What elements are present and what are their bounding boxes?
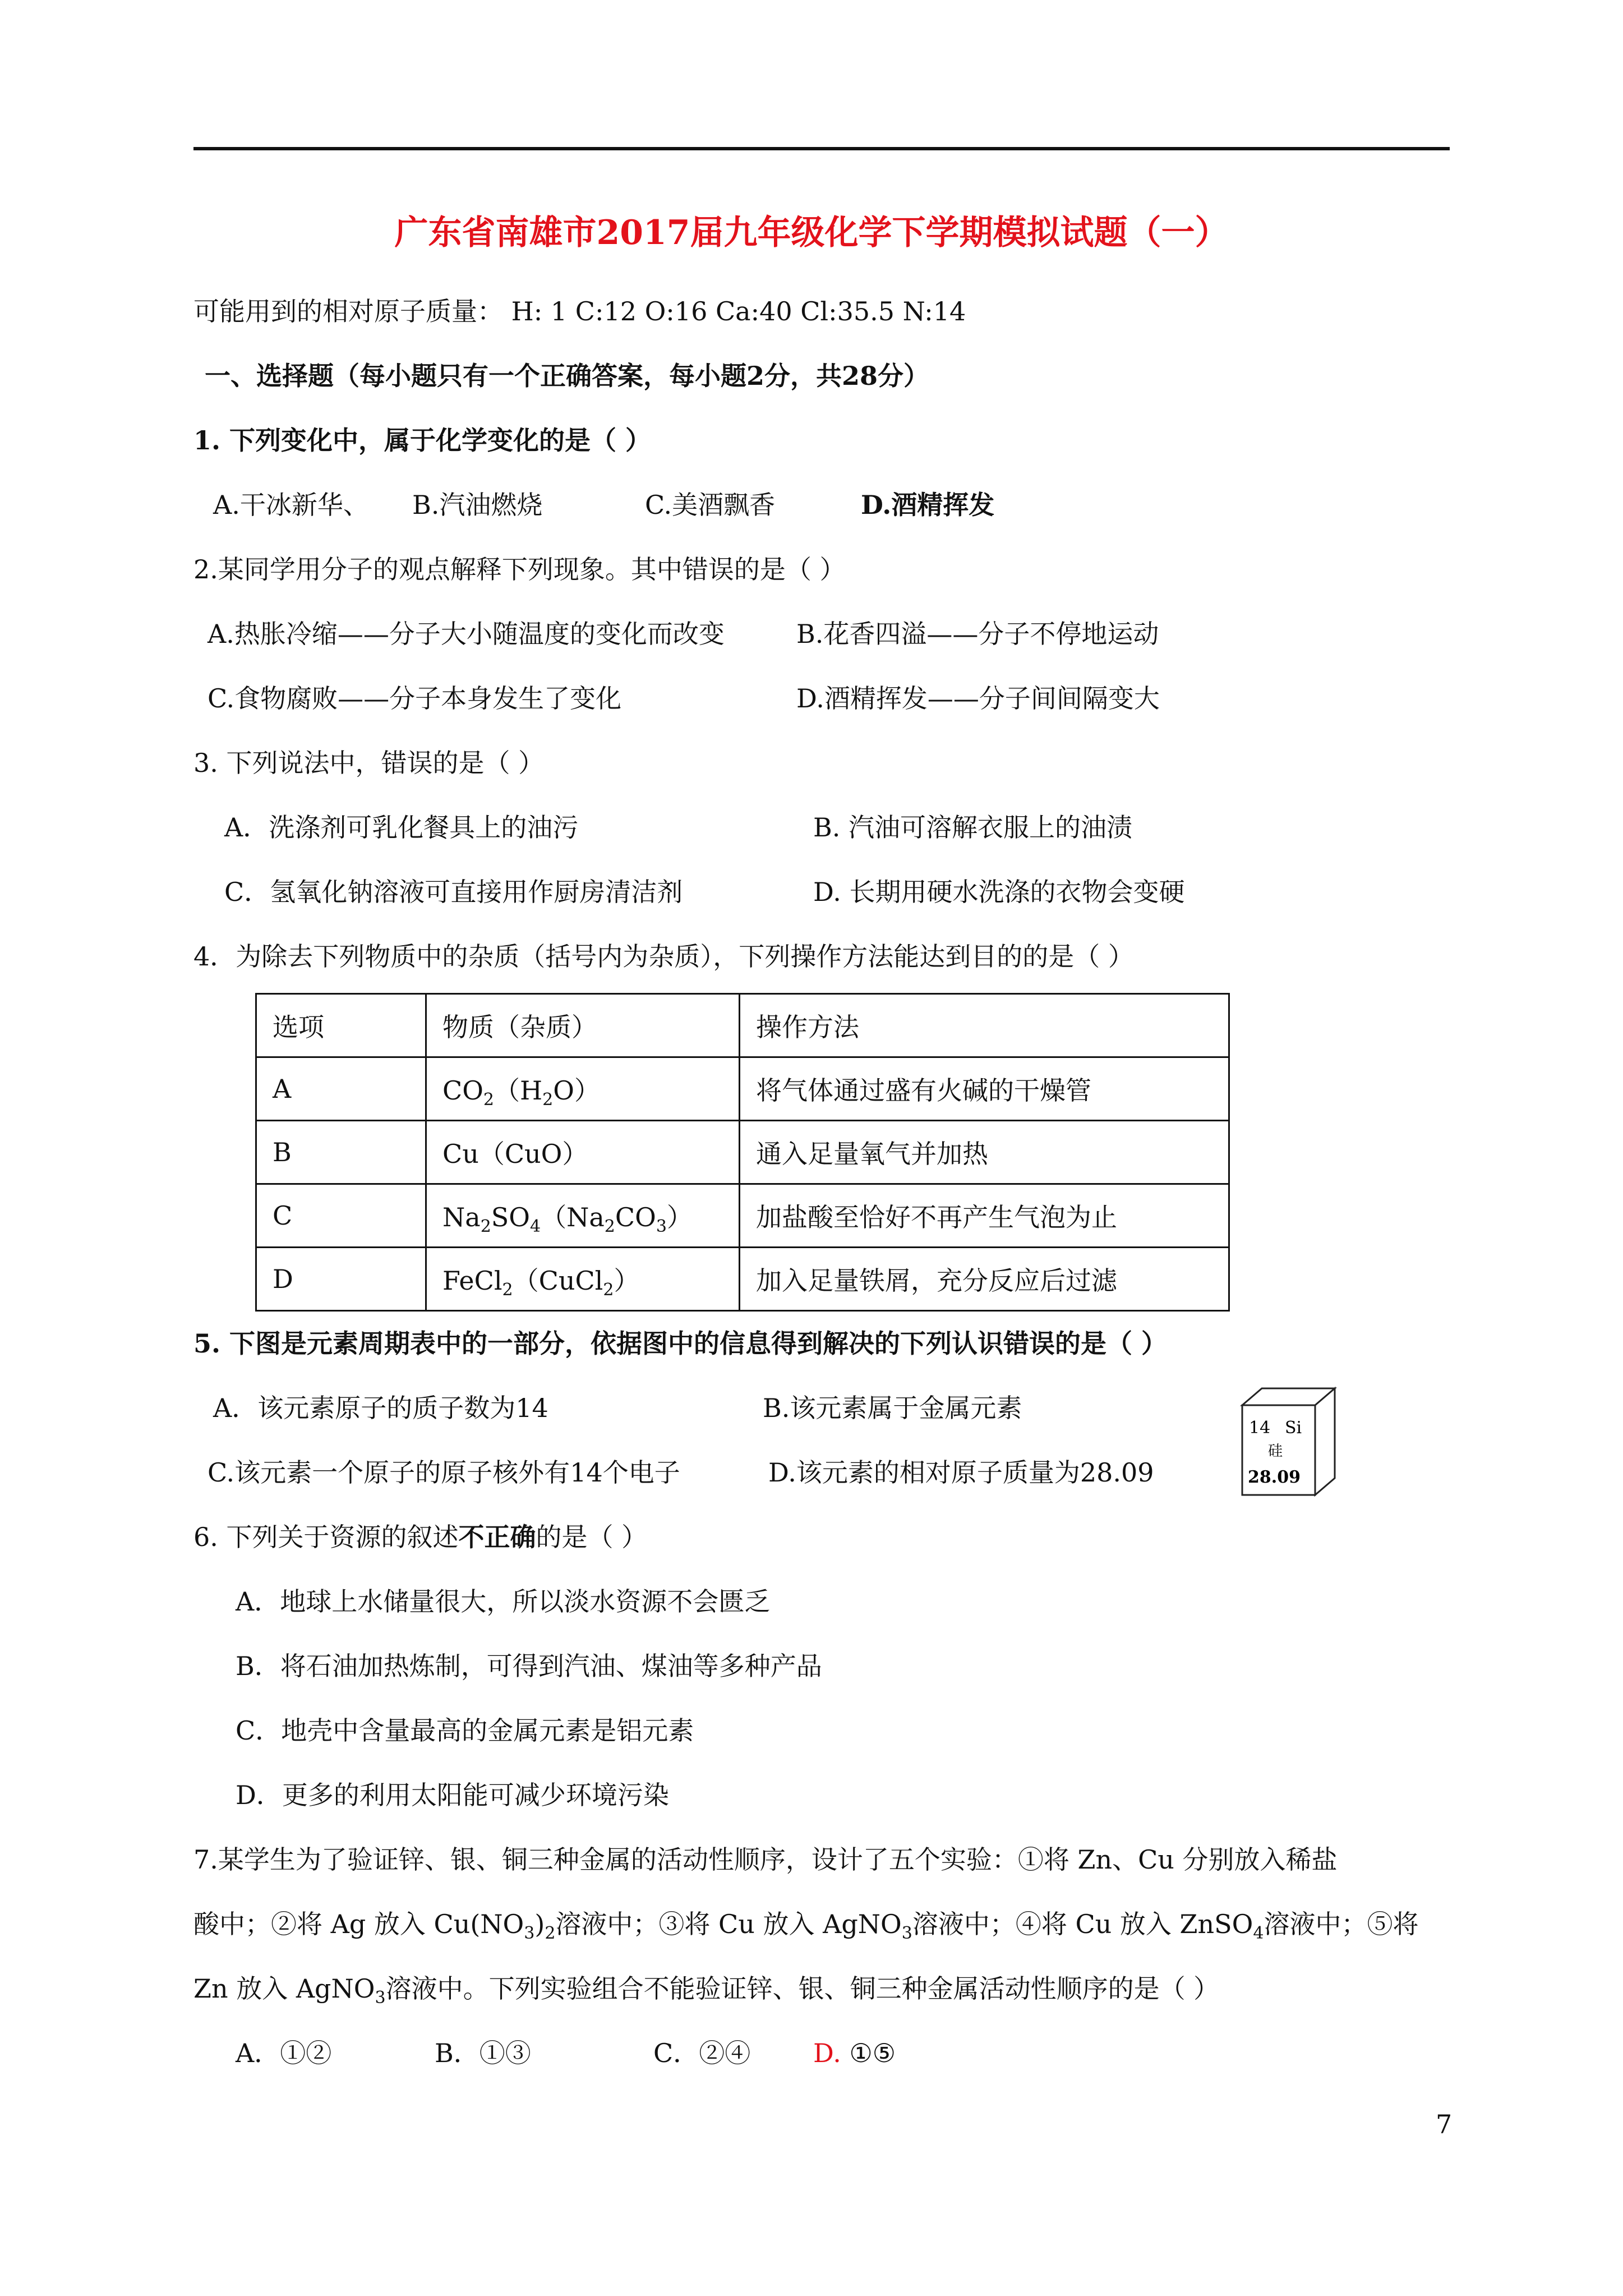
q2-option-a: A.热胀冷缩——分子大小随温度的变化而改变 bbox=[208, 619, 725, 649]
table-row bbox=[256, 1184, 1229, 1248]
question-2-stem: 2.某同学用分子的观点解释下列现象。其中错误的是（ ） bbox=[193, 554, 846, 585]
section-heading: 一、选择题（每小题只有一个正确答案，每小题2分，共28分） bbox=[205, 361, 930, 391]
table-cell-method: 加盐酸至恰好不再产生气泡为止 bbox=[740, 1184, 1229, 1248]
atomic-masses-line: 可能用到的相对原子质量： H: 1 C:12 O:16 Ca:40 Cl:35.5 N:14 bbox=[193, 296, 966, 326]
element-mass: 28.09 bbox=[1248, 1467, 1301, 1487]
q2-option-d: D.酒精挥发——分子间间隔变大 bbox=[796, 683, 1160, 714]
table-cell-option: A bbox=[256, 1057, 426, 1121]
q5-option-b: B.该元素属于金属元素 bbox=[763, 1393, 1022, 1423]
element-name: 硅 bbox=[1268, 1443, 1283, 1460]
q3-option-b: B. 汽油可溶解衣服上的油渍 bbox=[813, 812, 1133, 843]
q7-option-d-letter: D. bbox=[813, 2038, 841, 2068]
table-row bbox=[256, 1057, 1229, 1121]
table-header-method: 操作方法 bbox=[740, 994, 1229, 1057]
table-cell-substance: FeCl$_2$（CuCl$_2$） bbox=[426, 1248, 740, 1311]
q5-option-c: C.该元素一个原子的原子核外有14个电子 bbox=[208, 1457, 680, 1488]
q7-option-d: D. ①⑤ bbox=[813, 2038, 896, 2068]
q7-option-a: A．①② bbox=[236, 2038, 332, 2068]
q2-option-b: B.花香四溢——分子不停地运动 bbox=[796, 619, 1159, 649]
question-7-line-1: 7.某学生为了验证锌、银、铜三种金属的活动性顺序，设计了五个实验：①将 Zn、Cu 分别放入稀盐 bbox=[193, 1844, 1338, 1875]
table-cell-method: 将气体通过盛有火碱的干燥管 bbox=[740, 1057, 1229, 1121]
page-title: 广东省南雄市2017届九年级化学下学期模拟试题（一） bbox=[394, 213, 1229, 252]
q1-option-d: D.酒精挥发 bbox=[861, 490, 995, 520]
table-cell-substance: Cu（CuO） bbox=[426, 1121, 740, 1184]
header-rule bbox=[193, 147, 1450, 150]
table-cell-method: 加入足量铁屑，充分反应后过滤 bbox=[740, 1248, 1229, 1311]
element-symbol: Si bbox=[1285, 1418, 1302, 1438]
q1-option-c: C.美酒飘香 bbox=[645, 490, 776, 520]
question-7-line-2: 酸中；②将 Ag 放入 $Cu(NO_3)_2$溶液中；③将 Cu 放入 AgNO$_3$溶液中；④将 Cu 放入 ZnSO$_4$溶液中；⑤将 bbox=[193, 1909, 1419, 1943]
element-number: 14 bbox=[1249, 1418, 1271, 1438]
q6-option-b: B．将石油加热炼制，可得到汽油、煤油等多种产品 bbox=[236, 1651, 822, 1681]
q5-option-a: A．该元素原子的质子数为14 bbox=[213, 1393, 548, 1423]
q1-option-a: A.干冰新华、 bbox=[213, 490, 369, 520]
table-cell-method: 通入足量氧气并加热 bbox=[740, 1121, 1229, 1184]
question-1-stem: 1. 下列变化中，属于化学变化的是（ ） bbox=[193, 425, 652, 455]
question-4-stem: 4．为除去下列物质中的杂质（括号内为杂质），下列操作方法能达到目的的是（ ） bbox=[193, 941, 1134, 972]
table-cell-substance: $Na_2SO_4(Na_2CO_3)$ bbox=[426, 1184, 740, 1248]
table-header-substance: 物质（杂质） bbox=[426, 994, 740, 1057]
q6-option-d: D．更多的利用太阳能可减少环境污染 bbox=[236, 1780, 669, 1810]
question-5-stem: 5. 下图是元素周期表中的一部分，依据图中的信息得到解决的下列认识错误的是（ ） bbox=[193, 1328, 1168, 1359]
question-6-stem: 6. 下列关于资源的叙述不正确的是（ ） bbox=[193, 1522, 648, 1552]
q6-option-c: C．地壳中含量最高的金属元素是铝元素 bbox=[236, 1715, 694, 1746]
table-header-option: 选项 bbox=[256, 994, 426, 1057]
q1-option-b: B.汽油燃烧 bbox=[412, 490, 543, 520]
question-3-stem: 3. 下列说法中，错误的是（ ） bbox=[193, 748, 545, 778]
table-header-row bbox=[256, 994, 1229, 1057]
q5-option-d: D.该元素的相对原子质量为28.09 bbox=[768, 1457, 1154, 1488]
q3-option-a: A．洗涤剂可乳化餐具上的油污 bbox=[224, 812, 579, 843]
q6-option-a: A．地球上水储量很大，所以淡水资源不会匮乏 bbox=[236, 1586, 771, 1617]
table-cell-option: B bbox=[256, 1121, 426, 1184]
q7-option-b: B．①③ bbox=[435, 2038, 531, 2068]
table-row bbox=[256, 1121, 1229, 1184]
q3-option-c: C．氢氧化钠溶液可直接用作厨房清洁剂 bbox=[224, 877, 683, 907]
table-cell-substance: $CO_2(H_2O)$ bbox=[426, 1057, 740, 1121]
table-cell-option: C bbox=[256, 1184, 426, 1248]
periodic-element-tile bbox=[1231, 1383, 1352, 1503]
page-number: 7 bbox=[1436, 2109, 1453, 2139]
q3-option-d: D. 长期用硬水洗涤的衣物会变硬 bbox=[813, 877, 1185, 907]
q2-option-c: C.食物腐败——分子本身发生了变化 bbox=[208, 683, 622, 714]
q7-option-c: C．②④ bbox=[653, 2038, 751, 2068]
question-7-line-3: Zn 放入 AgNO$_3$溶液中。下列实验组合不能验证锌、银、铜三种金属活动性顺序的是（ ） bbox=[193, 1973, 1220, 2008]
q4-table bbox=[255, 993, 1230, 1312]
table-cell-option: D bbox=[256, 1248, 426, 1311]
table-row bbox=[256, 1248, 1229, 1311]
